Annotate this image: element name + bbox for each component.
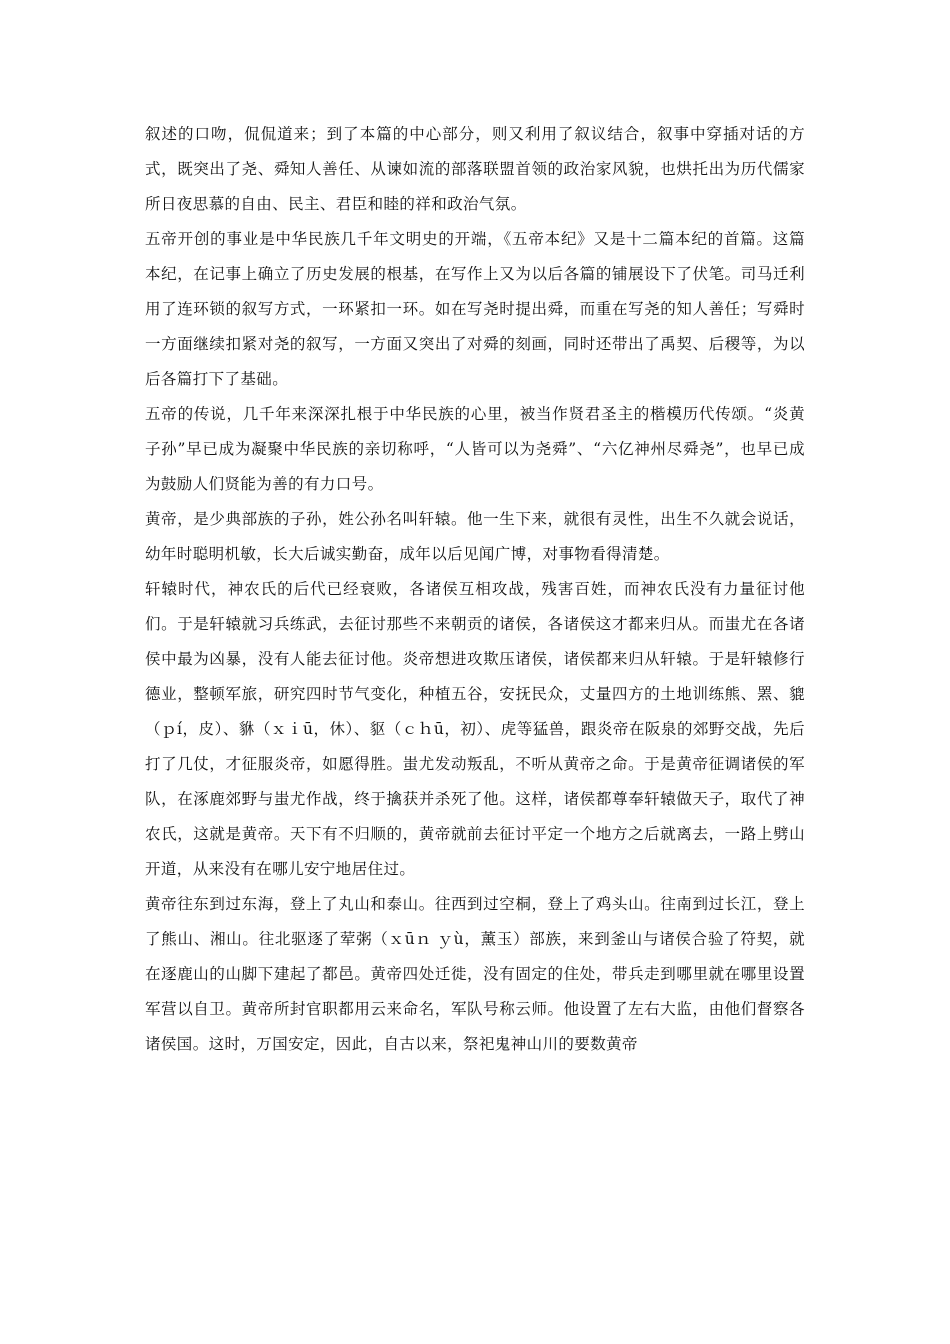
paragraph-6: 黄帝往东到过东海，登上了丸山和泰山。往西到过空桐，登上了鸡头山。往南到过长江，登上了熊山、湘山。往北驱逐了荤粥（ｘūｎ ｙù，薰玉）部族，来到釜山与诸侯合验了符契，就在逐鹿山的山脚下建起了都邑。黄帝四处迁徙，没有固定的住处，带兵走到哪里就在哪里设置军营以自卫。黄帝所封官职都用云来命名，军队号称云师。他设置了左右大监，由他们督察各诸侯国。这时，万国安定，因此，自古以来，祭祀鬼神山川的要数黄帝 — [145, 895, 805, 1053]
paragraph-2: 五帝开创的事业是中华民族几千年文明史的开端，《五帝本纪》又是十二篇本纪的首篇。这篇本纪，在记事上确立了历史发展的根基，在写作上又为以后各篇的铺展设下了伏笔。司马迁利用了连环锁的叙写方式，一环紧扣一环。如在写尧时提出舜，而重在写尧的知人善任；写舜时一方面继续扣紧对尧的叙写，一方面又突出了对舜的刻画，同时还带出了禹契、后稷等，为以后各篇打下了基础。 — [145, 230, 805, 388]
paragraph-1: 叙述的口吻，侃侃道来；到了本篇的中心部分，则又利用了叙议结合，叙事中穿插对话的方式，既突出了尧、舜知人善任、从谏如流的部落联盟首领的政治家风貌，也烘托出为历代儒家所日夜思慕的自由、民主、君臣和睦的祥和政治气氛。 — [145, 125, 805, 213]
document-body — [145, 117, 805, 1062]
paragraph-4: 黄帝，是少典部族的子孙，姓公孙名叫轩辕。他一生下来，就很有灵性，出生不久就会说话，幼年时聪明机敏，长大后诚实勤奋，成年以后见闻广博，对事物看得清楚。 — [145, 510, 805, 563]
paragraph-5: 轩辕时代，神农氏的后代已经衰败，各诸侯互相攻战，残害百姓，而神农氏没有力量征讨他们。于是轩辕就习兵练武，去征讨那些不来朝贡的诸侯，各诸侯这才都来归从。而蚩尤在各诸侯中最为凶暴，没有人能去征讨他。炎帝想进攻欺压诸侯，诸侯都来归从轩辕。于是轩辕修行德业，整顿军旅，研究四时节气变化，种植五谷，安抚民众，丈量四方的土地训练熊、罴、貔（ｐí，皮）、貅（ｘｉū，休）、䝙（ｃｈū，初）、虎等猛兽，跟炎帝在阪泉的郊野交战，先后打了几仗，才征服炎帝，如愿得胜。蚩尤发动叛乱，不听从黄帝之命。于是黄帝征调诸侯的军队，在涿鹿郊野与蚩尤作战，终于擒获并杀死了他。这样，诸侯都尊奉轩辕做天子，取代了神农氏，这就是黄帝。天下有不归顺的，黄帝就前去征讨平定一个地方之后就离去，一路上劈山开道，从来没有在哪儿安宁地居住过。 — [145, 580, 805, 878]
paragraph-3: 五帝的传说，几千年来深深扎根于中华民族的心里，被当作贤君圣主的楷模历代传颂。“炎黄子孙”早已成为凝聚中华民族的亲切称呼，“人皆可以为尧舜”、“六亿神州尽舜尧”，也早已成为鼓励人们贤能为善的有力口号。 — [145, 405, 805, 493]
